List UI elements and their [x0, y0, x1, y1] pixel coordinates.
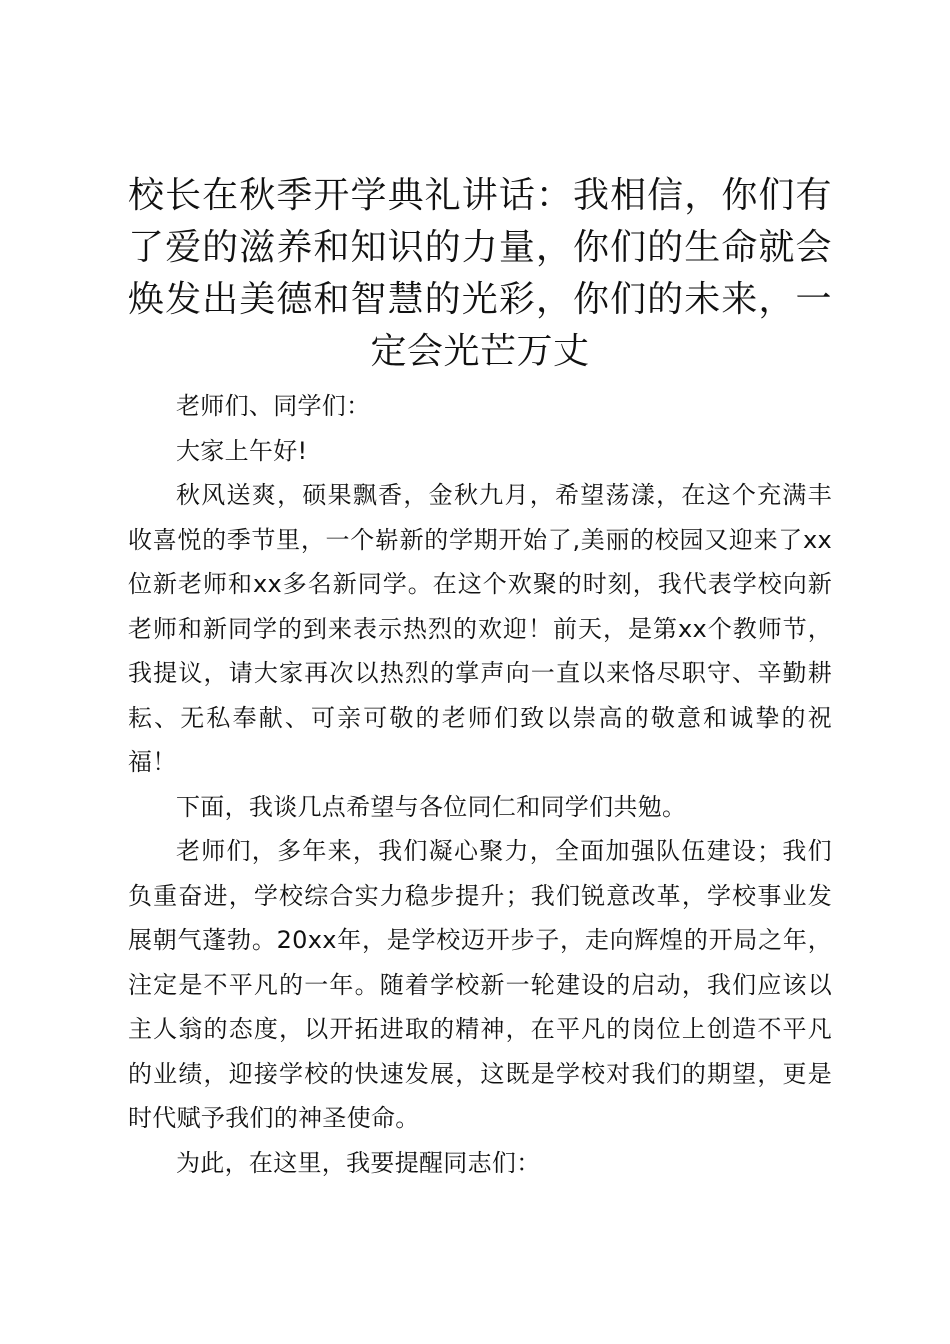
- document-title: 校长在秋季开学典礼讲话：我相信，你们有了爱的滋养和知识的力量，你们的生命就会焕发出美德和智慧的光彩，你们的未来，一定会光芒万丈: [128, 175, 832, 372]
- paragraph-welcome: 秋风送爽，硕果飘香，金秋九月，希望荡漾，在这个充满丰收喜悦的季节里，一个崭新的学期开始了,美丽的校园又迎来了xx位新老师和xx多名新同学。在这个欢聚的时刻，我代表学校向新老师和新同学的到来表示热烈的欢迎！前天，是第xx个教师节，我提议，请大家再次以热烈的掌声向一直以来恪尽职守、辛勤耕耘、无私奉献、可亲可敬的老师们致以崇高的敬意和诚挚的祝福！: [128, 481, 832, 776]
- paragraph-salutation: 老师们、同学们：: [176, 392, 371, 420]
- document-page: [128, 170, 832, 1185]
- paragraph-greeting: 大家上午好!: [176, 436, 308, 465]
- paragraph-reminder: 为此，在这里，我要提醒同志们：: [176, 1148, 541, 1177]
- paragraph-teachers: 老师们，多年来，我们凝心聚力，全面加强队伍建设；我们负重奋进，学校综合实力稳步提升；我们锐意改革，学校事业发展朝气蓬勃。20xx年，是学校迈开步子，走向辉煌的开局之年，注定是不平凡的一年。随着学校新一轮建设的启动，我们应该以主人翁的态度，以开拓进取的精神，在平凡的岗位上创造不平凡的业绩，迎接学校的快速发展，这既是学校对我们的期望，更是时代赋予我们的神圣使命。: [128, 837, 832, 1132]
- paragraph-intro: 下面，我谈几点希望与各位同仁和同学们共勉。: [176, 792, 687, 821]
